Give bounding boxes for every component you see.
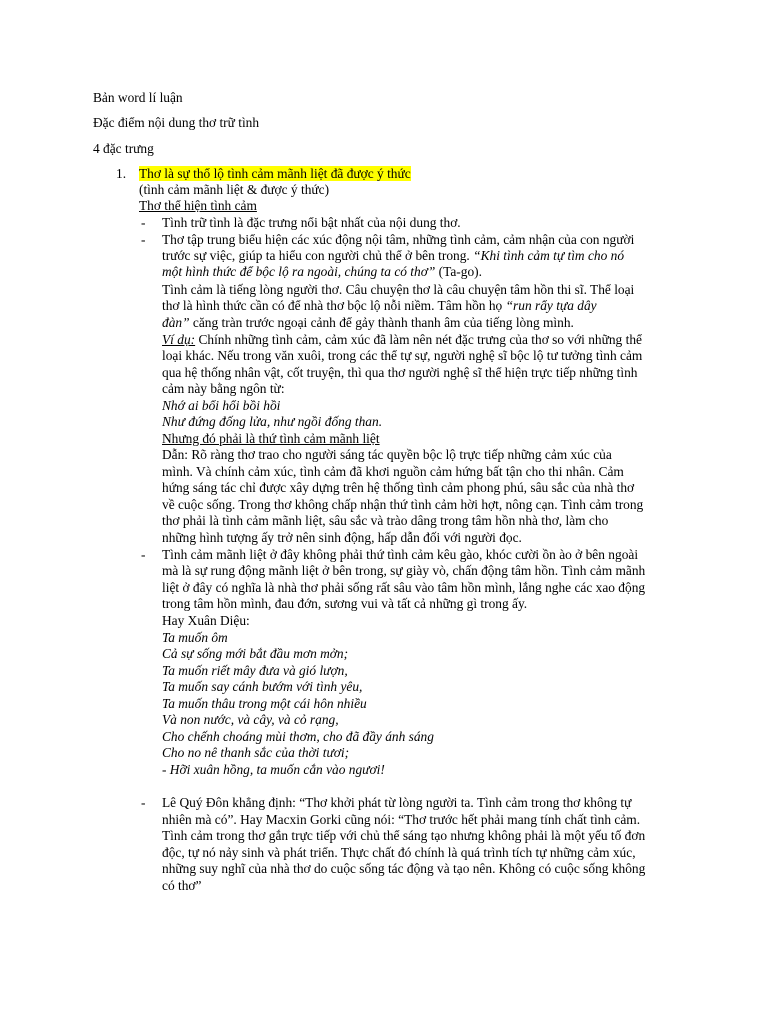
bullet-3-line: Hay Xuân Diệu: <box>162 613 250 628</box>
bullet-2-line: thơ phải là tình cảm mãnh liệt, sâu sắc và trào dâng trong tâm hồn nhà thơ, làm cho <box>162 513 609 528</box>
bullet-2-line: Thơ tập trung biểu hiện các xúc động nội tâm, những tình cảm, cảm nhận của con người <box>162 232 635 247</box>
section-heading-highlight: Thơ là sự thổ lộ tình cảm mãnh liệt đã được ý thức <box>139 166 411 181</box>
bullet-3-line: mà là sự rung động mãnh liệt ở bên trong, sự giày vò, chấn động tâm hồn. Tình cảm mãnh <box>162 563 646 578</box>
poem-line: Và non nước, và cây, và cỏ rạng, <box>162 712 339 727</box>
bullet-dash: - <box>141 215 146 230</box>
bullet-2-line: cảm này bằng ngôn từ: <box>162 381 285 396</box>
text-run: (Ta-go). <box>435 264 482 279</box>
section-heading <box>139 166 411 182</box>
quote-run: “Khi tình cảm tự tìm cho nó <box>473 248 625 263</box>
bullet-2-line: hứng sáng tác chỉ được xây dựng trên hệ thống tình cảm phong phú, sâu sắc của nhà thơ <box>162 480 635 495</box>
text-run: thơ là hình thức cần có để nhà thơ bộc lộ nỗi niềm. Tâm hồn họ <box>162 298 506 313</box>
poem-line: Như đứng đống lửa, như ngồi đống than. <box>162 414 383 429</box>
poem-line: Cả sự sống mới bắt đầu mơn mởn; <box>162 646 349 661</box>
doc-count-label: 4 đặc trưng <box>93 141 154 156</box>
bullet-dash: - <box>141 232 146 247</box>
bullet-2-line <box>162 298 597 314</box>
bullet-2-line: về cuộc sống. Trong thơ không chấp nhận thứ tình cảm hời hợt, nông cạn. Tình cảm trong <box>162 497 644 512</box>
bullet-2-line: những hình tượng ấy trở nên sinh động, hấp dẫn đối với người đọc. <box>162 530 522 545</box>
bullet-2-line: loại khác. Nếu trong văn xuôi, trong các thể tự sự, người nghệ sĩ bộc lộ tư tưởng tình cảm <box>162 348 643 363</box>
bullet-2-line <box>162 315 574 331</box>
section-sub: (tình cảm mãnh liệt & được ý thức) <box>139 182 330 197</box>
bullet-2-line: mình. Và chính cảm xúc, tình cảm đã khơi nguồn cảm hứng bất tận cho thi nhân. Cảm <box>162 464 624 479</box>
bullet-4-line: Lê Quý Đôn khẳng định: “Thơ khởi phát từ lòng người ta. Tình cảm trong thơ không tự <box>162 795 632 810</box>
poem-line: - Hỡi xuân hồng, ta muốn cắn vào ngươi! <box>162 762 385 777</box>
bullet-2-line <box>162 332 642 348</box>
bullet-3-line: Tình cảm mãnh liệt ở đây không phải thứ tình cảm kêu gào, khóc cười ồn ào ở bên ngoài <box>162 547 639 562</box>
bullet-2-line <box>162 248 624 264</box>
bullet-dash: - <box>141 547 146 562</box>
bullet-2-line: Tình cảm là tiếng lòng người thơ. Câu chuyện thơ là câu chuyện tâm hồn thi sĩ. Thể loại <box>162 282 635 297</box>
text-run: căng tràn trước ngoại cảnh để gảy thành thanh âm của tiếng lòng mình. <box>189 315 574 330</box>
bullet-2-line: Nhưng đó phải là thứ tình cảm mãnh liệt <box>162 431 380 446</box>
bullet-2-line: qua hệ thống nhân vật, cốt truyện, thì qua thơ người nghệ sĩ thể hiện trực tiếp những tình <box>162 365 638 380</box>
section-number: 1. <box>116 166 127 181</box>
poem-line: Ta muốn thâu trong một cái hôn nhiều <box>162 696 367 711</box>
example-label: Ví dụ: <box>162 332 196 347</box>
bullet-3-line: liệt ở đây có nghĩa là nhà thơ phải sống rất sâu vào tâm hồn mình, lắng nghe các xao động <box>162 580 646 595</box>
doc-subtitle: Đặc điểm nội dung thơ trữ tình <box>93 115 260 130</box>
doc-title: Bản word lí luận <box>93 90 183 105</box>
bullet-2-line <box>162 264 482 280</box>
quote-run: “run rẩy tựa dây <box>505 298 597 313</box>
poem-line: Nhớ ai bổi hổi bồi hồi <box>162 398 281 413</box>
poem-line: Ta muốn ôm <box>162 630 228 645</box>
quote-run: một hình thức để bộc lộ ra ngoài, chúng ta có thơ” <box>162 264 436 279</box>
bullet-4-line: độc, tự nó nảy sinh và phát triển. Thực chất đó chính là quá trình tích tự những cảm xúc, <box>162 845 636 860</box>
poem-line: Cho no nê thanh sắc của thời tươi; <box>162 745 350 760</box>
bullet-dash: - <box>141 795 146 810</box>
bullet-4-line: có thơ” <box>162 878 202 893</box>
bullet-3-line: trong tâm hồn mình, đau đớn, sương vui và tất cả những gì trong ấy. <box>162 596 528 611</box>
section-subheading: Thơ thể hiện tình cảm <box>139 198 257 213</box>
poem-line: Cho chếnh choáng mùi thơm, cho đã đầy ánh sáng <box>162 729 434 744</box>
text-run: trước sự việc, giúp ta hiểu con người chủ thể ở bên trong. <box>162 248 474 263</box>
poem-line: Ta muốn say cánh bướm với tình yêu, <box>162 679 363 694</box>
bullet-4-line: những suy nghĩ của nhà thơ do cuộc sống tác động và tạo nên. Không có cuộc sống không <box>162 861 646 876</box>
bullet-1-line: Tình trữ tình là đặc trưng nổi bật nhất của nội dung thơ. <box>162 215 461 230</box>
poem-line: Ta muốn riết mây đưa và gió lượn, <box>162 663 348 678</box>
bullet-2-line: Dẫn: Rõ ràng thơ trao cho người sáng tác quyền bộc lộ trực tiếp những cảm xúc của <box>162 447 612 462</box>
quote-run: đàn” <box>162 315 190 330</box>
bullet-4-line: nhiên mà có”. Hay Macxin Gorki cũng nói: “Thơ trước hết phải mang tính chất tình cảm. <box>162 812 641 827</box>
bullet-4-line: Tình cảm trong thơ gắn trực tiếp với chủ thể sáng tạo nhưng không phải là một yếu tố đơn <box>162 828 646 843</box>
text-run: Chính những tình cảm, cảm xúc đã làm nên nét đặc trưng của thơ so với những thể <box>195 332 642 347</box>
